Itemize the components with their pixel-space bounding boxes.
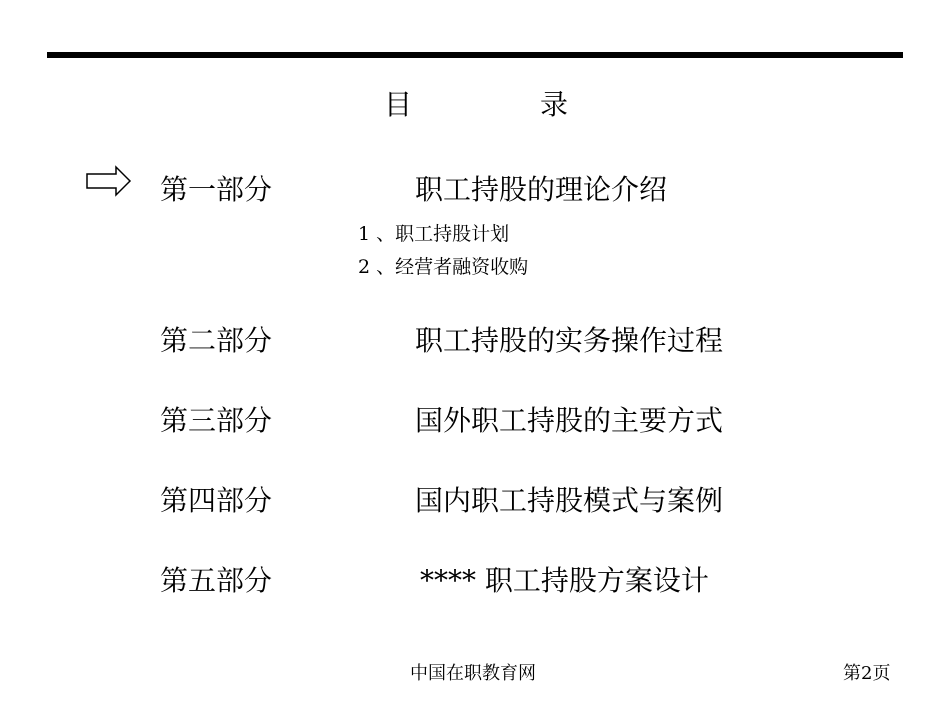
footer-source: 中国在职教育网 [410, 663, 536, 684]
toc-part-3[interactable] [0, 402, 950, 440]
part-title: 国内职工持股模式与案例 [415, 484, 724, 517]
part-title: **** 职工持股方案设计 [420, 564, 709, 597]
part-title: 职工持股的理论介绍 [415, 173, 668, 206]
part-label: 第一部分 [160, 173, 273, 206]
toc-part-2[interactable] [0, 322, 950, 360]
part-title: 职工持股的实务操作过程 [415, 324, 724, 357]
toc-title-right: 录 [540, 88, 569, 121]
toc-part-5[interactable] [0, 562, 950, 600]
top-divider [47, 52, 903, 58]
part-label: 第四部分 [160, 484, 273, 517]
toc-part-1[interactable] [0, 171, 950, 209]
page-number: 第2页 [843, 663, 891, 684]
toc-title-left: 目 [384, 88, 413, 121]
part-title: 国外职工持股的主要方式 [415, 404, 724, 437]
part-label: 第五部分 [160, 564, 273, 597]
toc-subitem-2[interactable]: 2 、经营者融资收购 [358, 256, 529, 278]
part-label: 第二部分 [160, 324, 273, 357]
toc-subitem-1[interactable]: 1 、职工持股计划 [358, 223, 510, 245]
toc-part-4[interactable] [0, 482, 950, 520]
part-label: 第三部分 [160, 404, 273, 437]
